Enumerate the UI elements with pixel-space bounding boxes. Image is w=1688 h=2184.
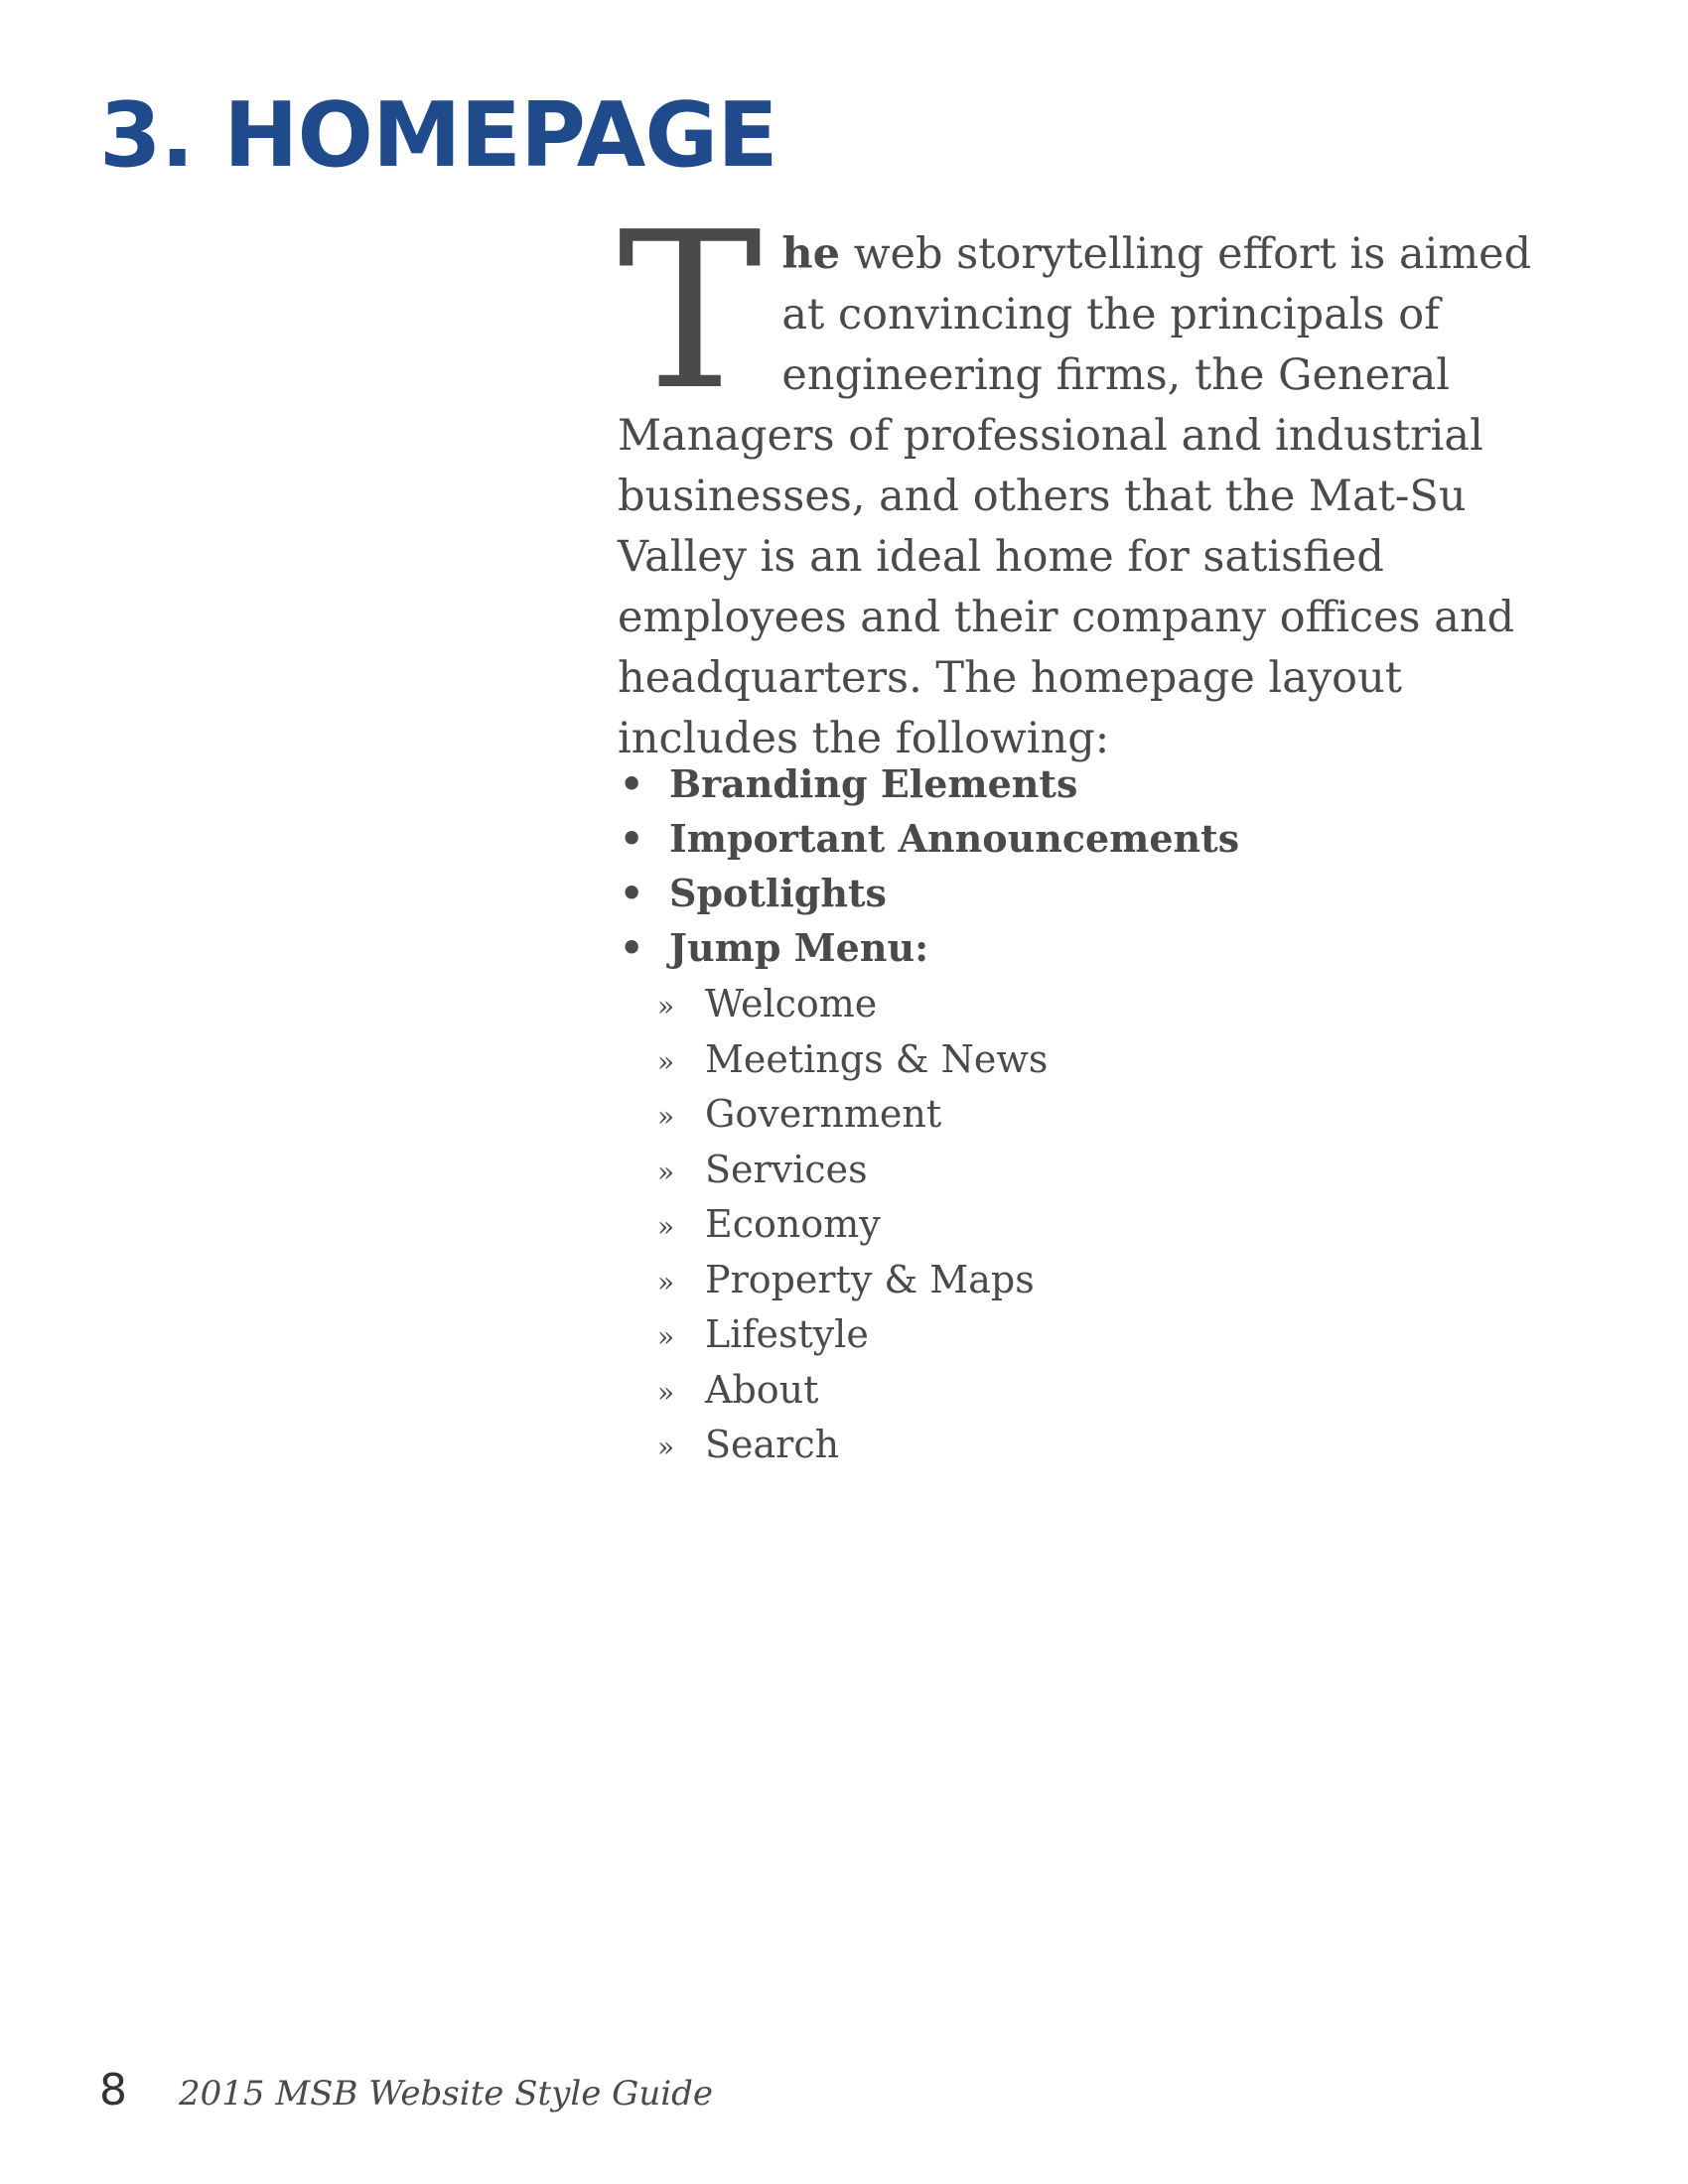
list-item-label: Important Announcements xyxy=(669,816,1240,861)
sub-list-item-label: Government xyxy=(705,1092,942,1136)
sub-list-item-label: Search xyxy=(705,1423,840,1466)
list-item-spotlights xyxy=(618,866,1239,920)
list-item-jump-menu xyxy=(618,920,1239,975)
page-title: 3. HOMEPAGE xyxy=(99,83,777,188)
sub-list-item-about xyxy=(618,1363,1239,1419)
sub-list-item-government xyxy=(618,1087,1239,1143)
chevron-right-icon: » xyxy=(657,1044,675,1078)
sub-list-item-meetings-news xyxy=(618,1032,1239,1088)
homepage-elements-list xyxy=(618,756,1239,1473)
sub-list-item-welcome xyxy=(618,977,1239,1032)
chevron-right-icon: » xyxy=(657,1375,675,1409)
sub-list-item-economy xyxy=(618,1197,1239,1253)
sub-list-item-label: Welcome xyxy=(705,982,878,1025)
footer-doc-title: 2015 MSB Website Style Guide xyxy=(179,2074,713,2114)
list-item-label: Spotlights xyxy=(669,871,887,915)
chevron-right-icon: » xyxy=(657,1431,675,1463)
sub-list-item-label: Property & Maps xyxy=(705,1257,1035,1301)
sub-list-item-lifestyle xyxy=(618,1307,1239,1363)
drop-cap: T xyxy=(618,187,763,438)
jump-menu-sublist-wrapper xyxy=(618,977,1239,1473)
sub-list-item-property-maps xyxy=(618,1253,1239,1308)
sub-list-item-label: Lifestyle xyxy=(705,1312,869,1356)
chevron-right-icon: » xyxy=(657,1320,675,1353)
bullet-icon: • xyxy=(620,816,644,861)
intro-paragraph xyxy=(618,187,1571,769)
chevron-right-icon: » xyxy=(657,1210,675,1243)
bullet-icon: • xyxy=(620,761,644,806)
page-footer xyxy=(99,2065,713,2116)
list-item-label: Jump Menu: xyxy=(669,925,929,970)
sub-list-item-label: Services xyxy=(705,1147,868,1191)
chevron-right-icon: » xyxy=(657,1155,675,1188)
sub-list-item-label: About xyxy=(705,1367,819,1412)
sub-list-item-label: Meetings & News xyxy=(705,1036,1049,1081)
chevron-right-icon: » xyxy=(657,1100,675,1133)
list-item-label: Branding Elements xyxy=(669,761,1078,806)
list-item-important-announcements xyxy=(618,811,1239,866)
intro-body: web storytelling effort is aimed at convincing the principals of engineering firms, the General Managers of professional and industrial businesses, and others that the Mat-Su Valley is an ideal home for satisfied employees and their company offices and headquarters. The homepage layout includes the following: xyxy=(618,229,1532,763)
bullet-icon: • xyxy=(620,871,644,915)
page-number: 8 xyxy=(99,2065,127,2116)
chevron-right-icon: » xyxy=(657,1265,675,1298)
sub-list-item-label: Economy xyxy=(705,1202,881,1246)
sub-list-item-services xyxy=(618,1143,1239,1198)
list-item-branding-elements xyxy=(618,756,1239,811)
intro-lead-bold: he xyxy=(781,229,841,279)
sub-list-item-search xyxy=(618,1418,1239,1473)
jump-menu-sublist xyxy=(618,977,1239,1473)
chevron-right-icon: » xyxy=(657,990,675,1023)
bullet-icon: • xyxy=(620,925,644,970)
